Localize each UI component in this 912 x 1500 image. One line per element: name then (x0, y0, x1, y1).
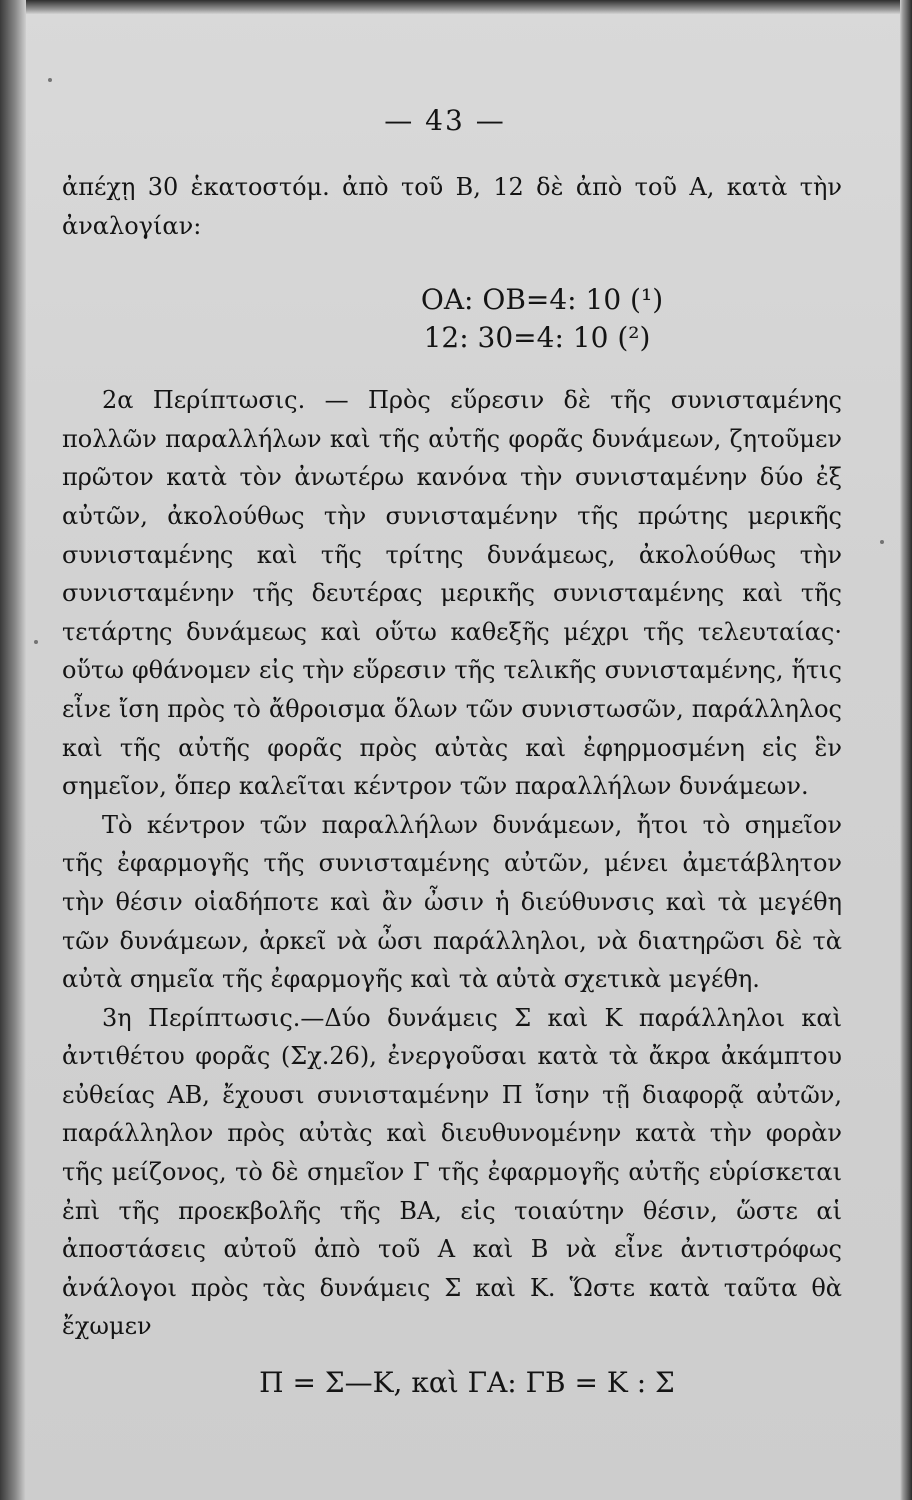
proportion-formula-2: 12: 30=4: 10 (²) (423, 321, 651, 355)
resultant-formula: Π = Σ—Κ, καὶ ΓΑ: ΓΒ = Κ : Σ (259, 1366, 675, 1400)
center-of-forces-paragraph: Τὸ κέντρον τῶν παραλλήλων δυνάμεων, ἤτοι τὸ σημεῖον τῆς ἐφαρμογῆς τῆς συνισταμένης αὐτῶν, μένει ἀμετάβλητον τὴν θέσιν οἱαδήποτε καὶ ἂν ὦσιν ἡ διεύθυνσις καὶ τὰ μεγέθη τῶν δυνάμεων, ἀρκεῖ νὰ ὦσι παράλληλοι, νὰ διατηρῶσι δὲ τὰ αὐτὰ σημεῖα τῆς ἐφαρμογῆς καὶ τὰ αὐτὰ σχετικὰ μεγέθη. (62, 810, 842, 994)
page-top-edge-shadow (0, 0, 912, 14)
page-right-edge-shadow (900, 0, 912, 1500)
intro-paragraph: ἀπέχῃ 30 ἑκατοστόμ. ἀπὸ τοῦ Β, 12 δὲ ἀπὸ τοῦ Α, κατὰ τὴν ἀναλογίαν: (62, 173, 842, 240)
case-3-paragraph: 3η Περίπτωσις.—Δύο δυνάμεις Σ καὶ Κ παράλληλοι καὶ ἀντιθέτου φορᾶς (Σχ.26), ἐνεργοῦσαι κατὰ τὰ ἄκρα ἀκάμπτου εὐθείας ΑΒ, ἔχουσι συνισταμένην Π ἴσην τῇ διαφορᾷ αὐτῶν, παράλληλον πρὸς αὐτὰς καὶ διευθυνομένην κατὰ τὴν φορὰν τῆς μείζονος, τὸ δὲ σημεῖον Γ τῆς ἐφαρμογῆς αὐτῆς εὑρίσκεται ἐπὶ τῆς προεκβολῆς τῆς ΒΑ, εἰς τοιαύτην θέσιν, ὥστε αἱ ἀποστάσεις αὐτοῦ ἀπὸ τοῦ Α καὶ Β νὰ εἶνε ἀντιστρόφως ἀνάλογοι πρὸς τὰς δυνάμεις Σ καὶ Κ. Ὥστε κατὰ ταῦτα θὰ ἔχωμεν (62, 1003, 842, 1341)
proportion-formula-1: ΟΑ: ΟΒ=4: 10 (¹) (420, 283, 664, 317)
print-speck (34, 640, 38, 644)
print-speck (48, 78, 52, 82)
page-left-edge-shadow (0, 0, 26, 1500)
body-text (62, 168, 842, 1403)
case-2-paragraph: 2α Περίπτωσις. — Πρὸς εὕρεσιν δὲ τῆς συνισταμένης πολλῶν παραλλήλων καὶ τῆς αὐτῆς φορᾶς δυνάμεων, ζητοῦμεν πρῶτον κατὰ τὸν ἀνωτέρω κανόνα τὴν συνισταμένην δύο ἐξ αὐτῶν, ἀκολούθως τὴν συνισταμένην τῆς πρώτης μερικῆς συνισταμένης καὶ τῆς τρίτης δυνάμεως, ἀκολούθως τὴν συνισταμένην τῆς δευτέρας μερικῆς συνισταμένης καὶ τῆς τετάρτης δυνάμεως καὶ οὕτω καθεξῆς μέχρι τῆς τελευταίας· οὕτω φθάνομεν εἰς τὴν εὕρεσιν τῆς τελικῆς συνισταμένης, ἥτις εἶνε ἴση πρὸς τὸ ἄθροισμα ὅλων τῶν συνιστωσῶν, παράλληλος καὶ τῆς αὐτῆς φορᾶς πρὸς αὐτὰς καὶ ἐφηρμοσμένη εἰς ἓν σημεῖον, ὅπερ καλεῖται κέντρον τῶν παραλλήλων δυνάμεων. (62, 386, 842, 801)
page-number: — 43 — (384, 104, 506, 137)
print-speck (880, 540, 884, 544)
